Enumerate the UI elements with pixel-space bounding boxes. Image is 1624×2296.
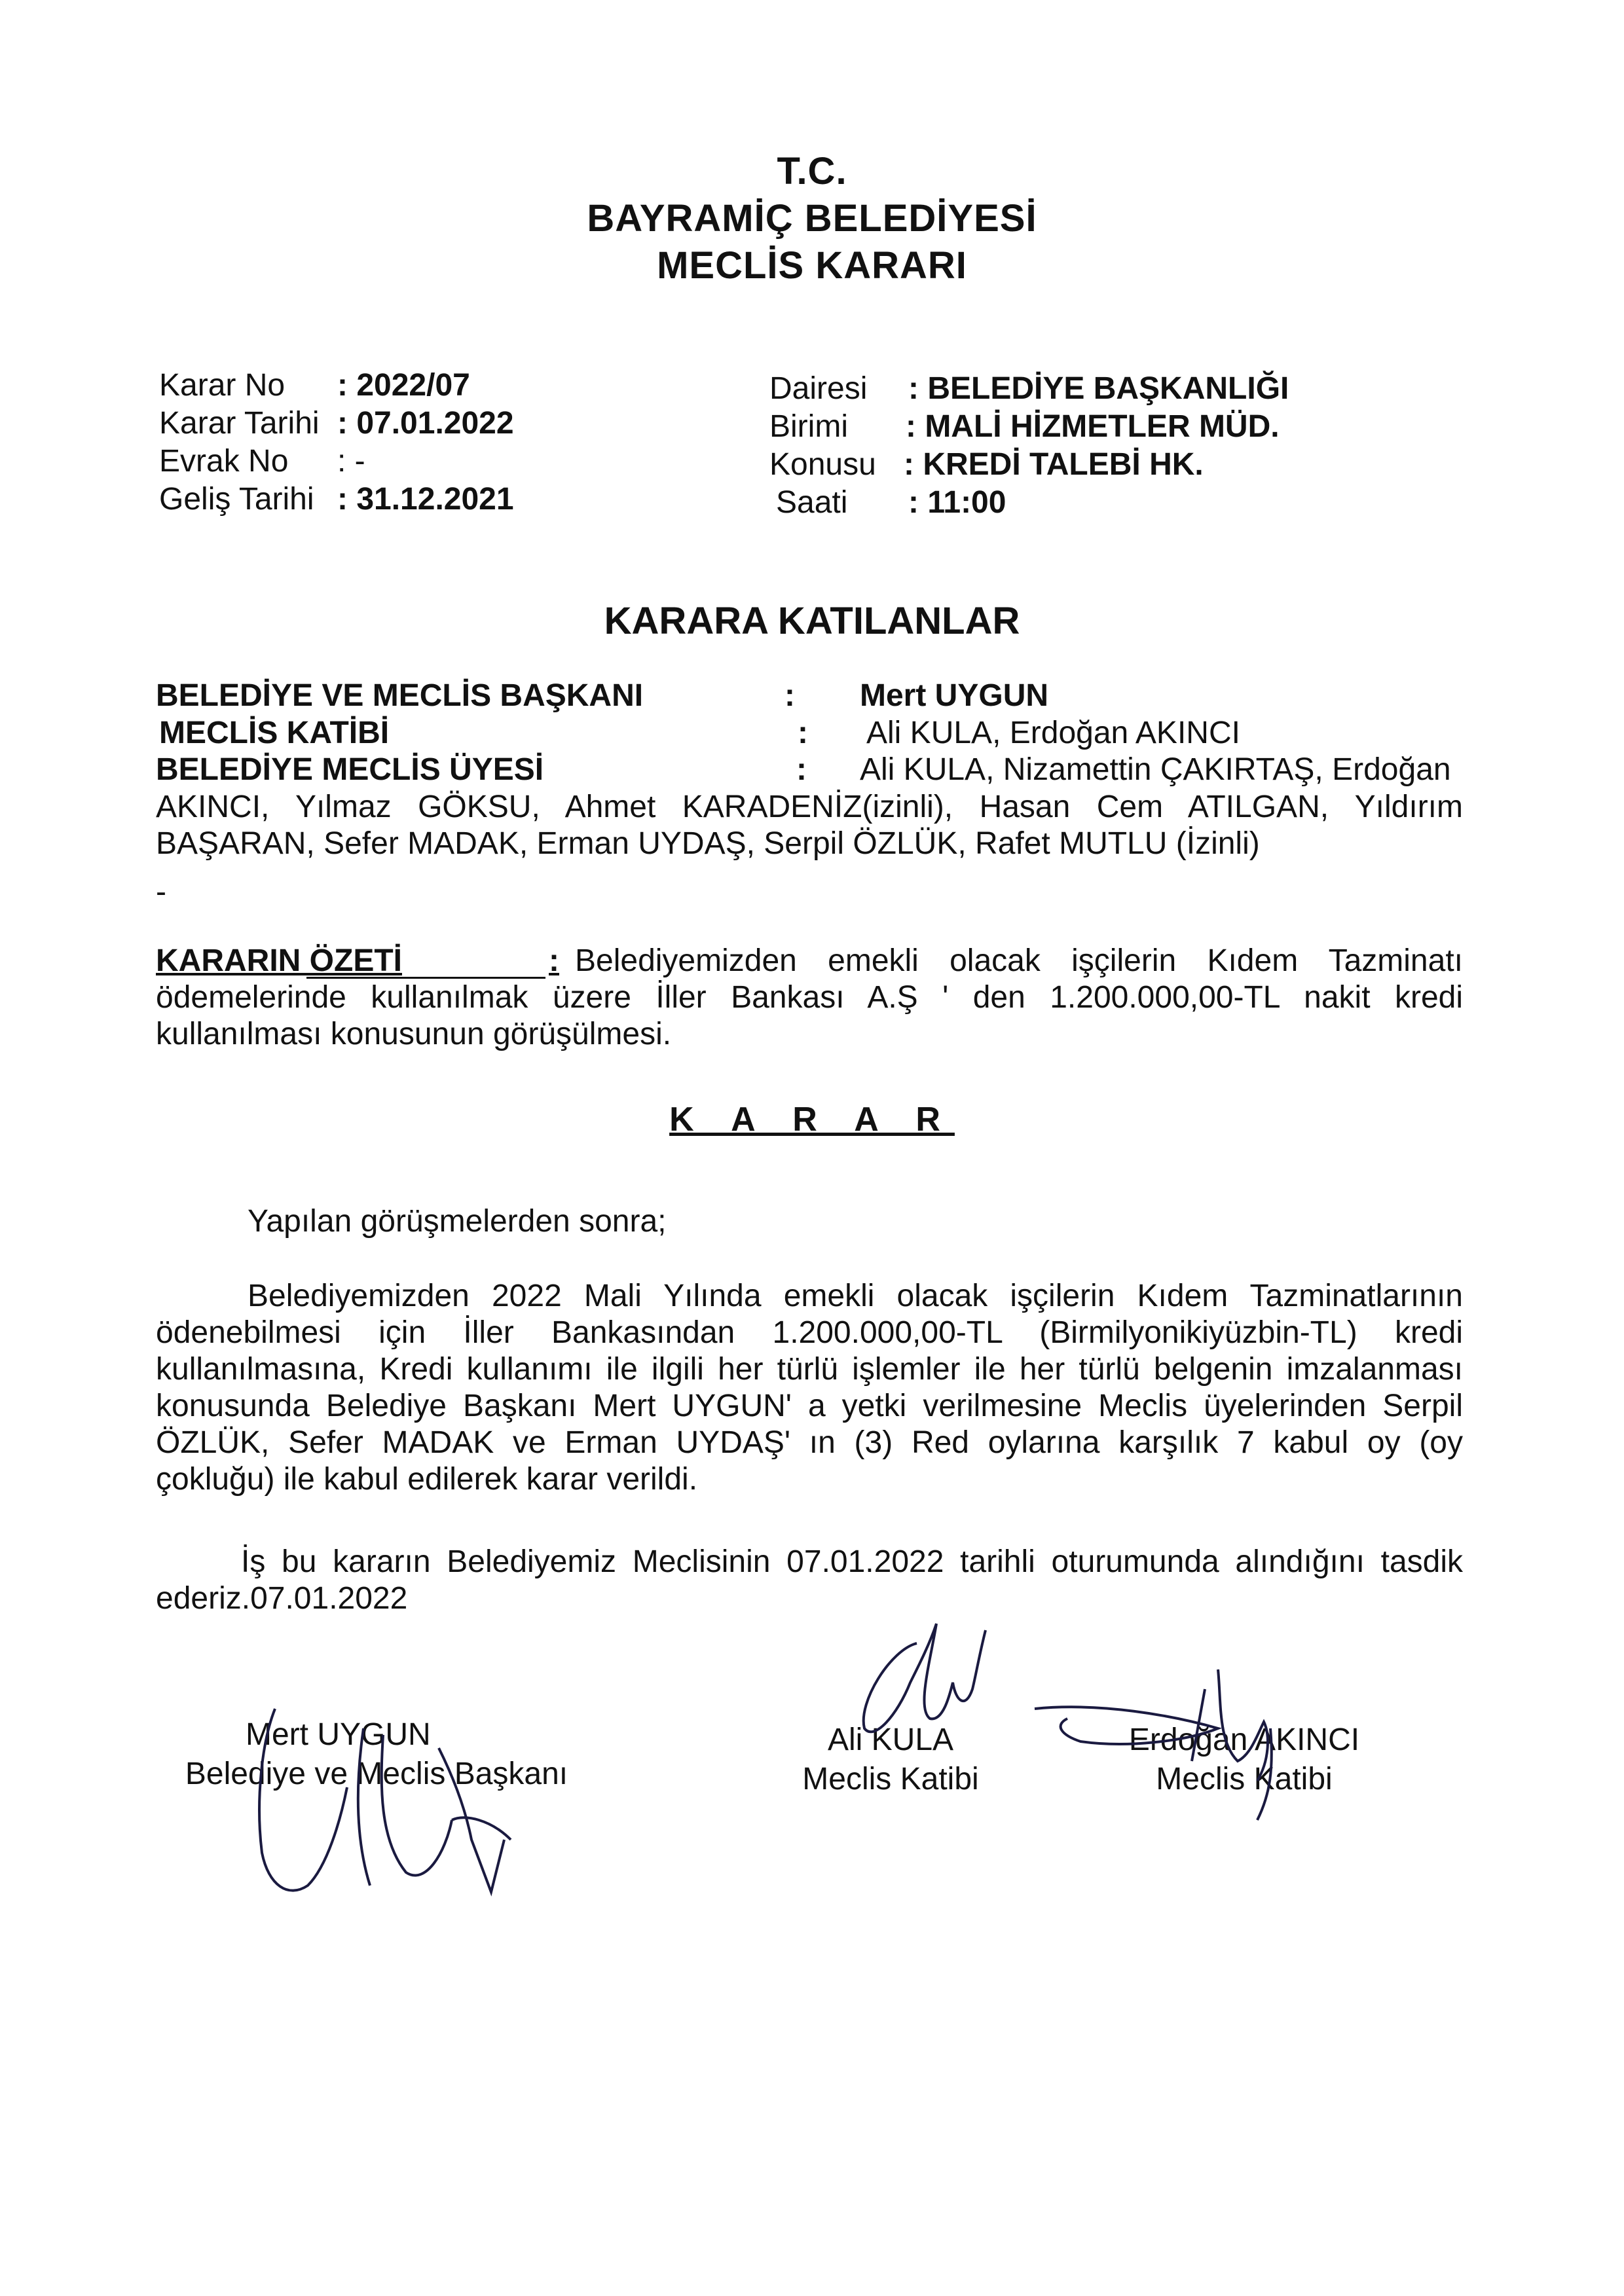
meta-label: Konusu (769, 447, 876, 482)
attendee-name: Ali KULA, Nizamettin ÇAKIRTAŞ, Erdoğan (860, 752, 1451, 787)
header-tc: T.C. (777, 150, 847, 192)
summary-label: KARARIN ÖZETİ (156, 943, 402, 978)
attendee-role: BELEDİYE VE MECLİS BAŞKANI (156, 678, 644, 713)
attendee-role: MECLİS KATİBİ (159, 716, 390, 750)
meta-label: Birimi (769, 409, 848, 444)
closing-line: ederiz.07.01.2022 (156, 1581, 408, 1616)
summary-line-1 (156, 943, 1463, 979)
meta-value: : MALİ HİZMETLER MÜD. (906, 409, 1280, 444)
decision-intro: Yapılan görüşmelerden sonra; (248, 1204, 667, 1239)
decision-line: kullanılmasına, Kredi kullanımı ile ilgili her türlü işlemler ile her türlü belgenin imzalanması (156, 1352, 1463, 1387)
attendees-title: KARARA KATILANLAR (604, 600, 1020, 642)
meta-label: Karar No (159, 368, 286, 403)
meta-row-birimi (769, 408, 1490, 446)
meta-value: : BELEDİYE BAŞKANLIĞI (908, 371, 1289, 406)
attendee-colon: : (798, 716, 808, 750)
signer-title: Meclis Katibi (1156, 1762, 1333, 1796)
summary-line: kullanılması konusunun görüşülmesi. (156, 1017, 672, 1051)
meta-value: : KREDİ TALEBİ HK. (904, 447, 1204, 482)
meta-value: : - (337, 444, 365, 479)
meta-label: Karar Tarihi (159, 406, 320, 441)
attendee-colon: : (784, 678, 795, 713)
signer-title: Meclis Katibi (802, 1762, 979, 1796)
meta-label: Dairesi (769, 371, 868, 406)
summary-text: Belediyemizden emekli olacak işçilerin Kıdem Tazminatı (575, 943, 1463, 978)
decision-line: çokluğu) ile kabul edilerek karar verildi. (156, 1462, 698, 1497)
meta-value: : 31.12.2021 (337, 482, 514, 517)
decision-title: K A R A R (669, 1101, 955, 1139)
decision-line: konusunda Belediye Başkanı Mert UYGUN' a yetki verilmesine Meclis üyelerinden Serpil (156, 1389, 1463, 1423)
summary-line: ödemelerinde kullanılmak üzere İller Bankası A.Ş ' den 1.200.000,00-TL nakit kredi (156, 980, 1463, 1015)
decision-line: ödenebilmesi için İller Bankasından 1.200.000,00-TL (Birmilyonikiyüzbin-TL) kredi (156, 1315, 1463, 1350)
closing-line: İş bu kararın Belediyemiz Meclisinin 07.01.2022 tarihli oturumunda alındığını tasdik (241, 1544, 1463, 1579)
attendee-row-president (156, 678, 1466, 717)
meta-row-dairesi (769, 370, 1490, 408)
attendee-colon: : (796, 752, 807, 787)
meta-left-block (159, 367, 748, 519)
signer-name: Mert UYGUN (246, 1717, 431, 1752)
signature-scribble-president (216, 1689, 622, 1925)
meta-row-saati (769, 484, 1490, 522)
header-doc-type: MECLİS KARARI (657, 244, 967, 287)
meta-value: : 2022/07 (337, 368, 470, 403)
meta-value: : 07.01.2022 (337, 406, 514, 441)
summary-colon: : (549, 943, 559, 978)
attendee-name: Mert UYGUN (860, 678, 1049, 713)
attendee-row-members (156, 752, 1466, 791)
signature-scribble-clerk-2 (1022, 1663, 1323, 1833)
meta-row-karar-tarihi (159, 405, 748, 443)
signer-name: Erdoğan AKINCI (1128, 1722, 1360, 1757)
meta-label: Geliş Tarihi (159, 482, 314, 517)
attendee-row-clerk (159, 715, 1469, 754)
meta-row-konusu (769, 446, 1490, 484)
header-municipality: BAYRAMİÇ BELEDİYESİ (587, 197, 1037, 240)
meta-label: Evrak No (159, 444, 289, 479)
summary-block (156, 943, 1463, 1053)
attendee-role: BELEDİYE MECLİS ÜYESİ (156, 752, 544, 787)
meta-row-gelis-tarihi (159, 481, 748, 519)
signer-name: Ali KULA (827, 1722, 954, 1757)
summary-underline (306, 943, 545, 979)
members-line: BAŞARAN, Sefer MADAK, Erman UYDAŞ, Serpil ÖZLÜK, Rafet MUTLU (İzinli) (156, 826, 1260, 861)
members-list (156, 789, 1463, 862)
members-line: AKINCI, Yılmaz GÖKSU, Ahmet KARADENİZ(izinli), Hasan Cem ATILGAN, Yıldırım (156, 790, 1463, 824)
attendee-name: Ali KULA, Erdoğan AKINCI (866, 716, 1240, 750)
decision-body (156, 1278, 1463, 1498)
meta-label: Saati (776, 485, 848, 520)
decision-closing (156, 1544, 1463, 1617)
decision-line: Belediyemizden 2022 Mali Yılında emekli olacak işçilerin Kıdem Tazminatlarının (248, 1279, 1463, 1313)
meta-right-block (769, 370, 1490, 522)
meta-row-karar-no (159, 367, 748, 405)
members-dash: - (156, 875, 166, 909)
signature-scribble-clerk-1 (838, 1604, 1008, 1748)
decision-line: ÖZLÜK, Sefer MADAK ve Erman UYDAŞ' ın (3) Red oylarına karşılık 7 kabul oy (oy (156, 1425, 1463, 1460)
meta-value: : 11:00 (908, 485, 1006, 520)
signer-title: Belediye ve Meclis Başkanı (185, 1757, 568, 1791)
meta-row-evrak-no (159, 443, 748, 481)
